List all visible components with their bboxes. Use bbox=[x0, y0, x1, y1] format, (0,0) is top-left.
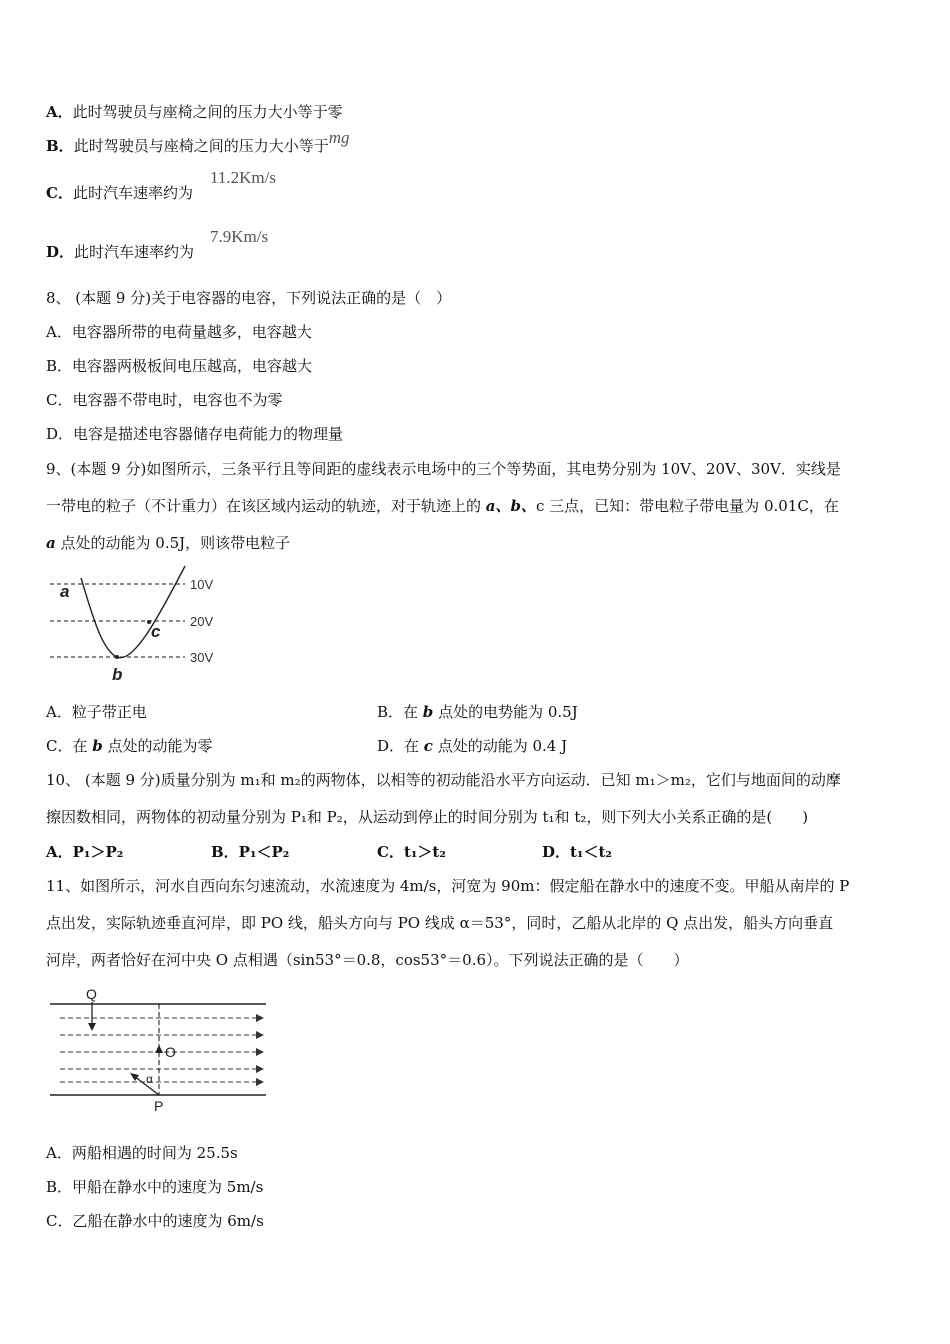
q9-label-10v: 10V bbox=[190, 577, 214, 592]
q7-option-d-text: 此时汽车速率约为 bbox=[74, 243, 195, 261]
q9-label-b: b bbox=[112, 665, 123, 684]
q7-option-b-label: B． bbox=[46, 137, 74, 155]
q9-option-c-point: b bbox=[92, 737, 103, 755]
q7-option-b-math: mg bbox=[328, 128, 350, 147]
q11-stem-line2: 点出发，实际轨迹垂直河岸，即 PO 线，船头方向与 PO 线成 α＝53°，同时，乙船从北岸的 Q 点出发，船头方向垂直 bbox=[46, 914, 834, 932]
q9-option-d bbox=[377, 736, 567, 756]
q11-river-figure bbox=[46, 984, 270, 1114]
q7-option-d bbox=[46, 242, 194, 262]
q9-option-b-pre: B．在 bbox=[377, 703, 423, 721]
q10-option-d: D．t₁＜t₂ bbox=[542, 843, 613, 861]
q7-option-d-math: 7.9Km/s bbox=[210, 227, 269, 246]
q9-line2-points: a、b、 bbox=[485, 497, 536, 515]
q11-flow-arrowheads bbox=[256, 1014, 264, 1086]
q9-option-b bbox=[377, 702, 578, 722]
q11-label-q: Q bbox=[86, 986, 97, 1002]
q7-option-c-text: 此时汽车速率约为 bbox=[72, 184, 193, 202]
q9-line3-rest: 点处的动能为 0.5J，则该带电粒子 bbox=[55, 534, 291, 552]
q7-option-c-label: C． bbox=[46, 184, 73, 202]
q11-stem-line3: 河岸，两者恰好在河中央 O 点相遇（sin53°＝0.8，cos53°＝0.6）。下列说法正确的是（ ） bbox=[46, 951, 689, 969]
q10-option-c: C．t₁＞t₂ bbox=[377, 843, 446, 861]
q8-option-b: B．电容器两极板间电压越高，电容越大 bbox=[46, 357, 313, 375]
q7-option-b bbox=[46, 128, 350, 156]
q9-option-b-post: 点处的电势能为 0.5J bbox=[433, 703, 578, 721]
q7-option-b-text: 此时驾驶员与座椅之间的压力大小等于 bbox=[73, 137, 329, 155]
q9-label-c: c bbox=[151, 622, 161, 641]
q10-option-b: B．P₁＜P₂ bbox=[211, 843, 290, 861]
q11-boat-heading-arrowhead bbox=[130, 1073, 139, 1081]
q9-trajectory bbox=[81, 566, 185, 658]
q9-option-d-pre: D．在 bbox=[377, 737, 424, 755]
q11-o-arrowhead bbox=[155, 1045, 163, 1053]
q9-line2-part1: 一带电的粒子（不计重力）在该区域内运动的轨迹，对于轨迹上的 bbox=[46, 497, 486, 515]
q8-stem: 8、 (本题 9 分)关于电容器的电容，下列说法正确的是（ ） bbox=[46, 289, 452, 307]
q9-stem-line2 bbox=[46, 496, 839, 516]
q9-line2-part2: c 三点，已知：带电粒子带电量为 0.01C，在 bbox=[536, 497, 839, 515]
q11-label-p: P bbox=[154, 1098, 164, 1114]
q10-stem-line1: 10、 (本题 9 分)质量分别为 m₁和 m₂的两物体，以相等的初动能沿水平方向运动．已知 m₁＞m₂，它们与地面间的动摩 bbox=[46, 771, 841, 789]
q11-q-arrowhead bbox=[88, 1023, 96, 1031]
q9-option-c bbox=[46, 736, 213, 756]
q11-label-alpha: α bbox=[146, 1072, 153, 1086]
q7-option-c bbox=[46, 183, 193, 203]
q9-stem-line3 bbox=[46, 533, 290, 553]
q9-option-d-point: c bbox=[423, 737, 433, 755]
q11-option-a: A．两船相遇的时间为 25.5s bbox=[46, 1144, 238, 1162]
q8-option-d: D．电容是描述电容器储存电荷能力的物理量 bbox=[46, 425, 344, 443]
q8-option-a: A．电容器所带的电荷量越多，电容越大 bbox=[46, 323, 312, 341]
q9-label-30v: 30V bbox=[190, 650, 214, 665]
q7-option-a-text: 此时驾驶员与座椅之间的压力大小等于零 bbox=[72, 103, 343, 121]
q9-option-b-point: b bbox=[422, 703, 434, 721]
q9-option-d-post: 点处的动能为 0.4 J bbox=[432, 737, 568, 755]
q10-option-a: A．P₁＞P₂ bbox=[46, 843, 124, 861]
q11-stem-line1: 11、如图所示，河水自西向东匀速流动，水流速度为 4m/s，河宽为 90m：假定船在静水中的速度不变。甲船从南岸的 P bbox=[46, 877, 850, 895]
q7-option-c-math: 11.2Km/s bbox=[210, 168, 276, 187]
q9-equipotential-figure bbox=[45, 562, 235, 690]
q9-label-20v: 20V bbox=[190, 614, 214, 629]
q9-point-b-dot bbox=[115, 655, 119, 659]
q9-option-c-pre: C．在 bbox=[46, 737, 93, 755]
q7-option-d-label: D． bbox=[46, 243, 75, 261]
q9-stem-line1: 9、(本题 9 分)如图所示，三条平行且等间距的虚线表示电场中的三个等势面，其电势分别为 10V、20V、30V．实线是 bbox=[46, 460, 841, 478]
q7-option-a bbox=[46, 102, 343, 122]
q9-line3-point: a bbox=[46, 534, 56, 552]
q8-option-c: C．电容器不带电时，电容也不为零 bbox=[46, 391, 283, 409]
q7-option-a-label: A． bbox=[46, 103, 73, 121]
q11-option-c: C．乙船在静水中的速度为 6m/s bbox=[46, 1212, 264, 1230]
q11-option-b: B．甲船在静水中的速度为 5m/s bbox=[46, 1178, 264, 1196]
q9-option-c-post: 点处的动能为零 bbox=[102, 737, 213, 755]
q9-option-a: A．粒子带正电 bbox=[46, 703, 147, 721]
q11-label-o: O bbox=[165, 1044, 176, 1060]
q9-label-a: a bbox=[60, 582, 70, 601]
q10-stem-line2: 擦因数相同，两物体的初动量分别为 P₁和 P₂，从运动到停止的时间分别为 t₁和 t₂，则下列大小关系正确的是( ) bbox=[46, 808, 809, 826]
